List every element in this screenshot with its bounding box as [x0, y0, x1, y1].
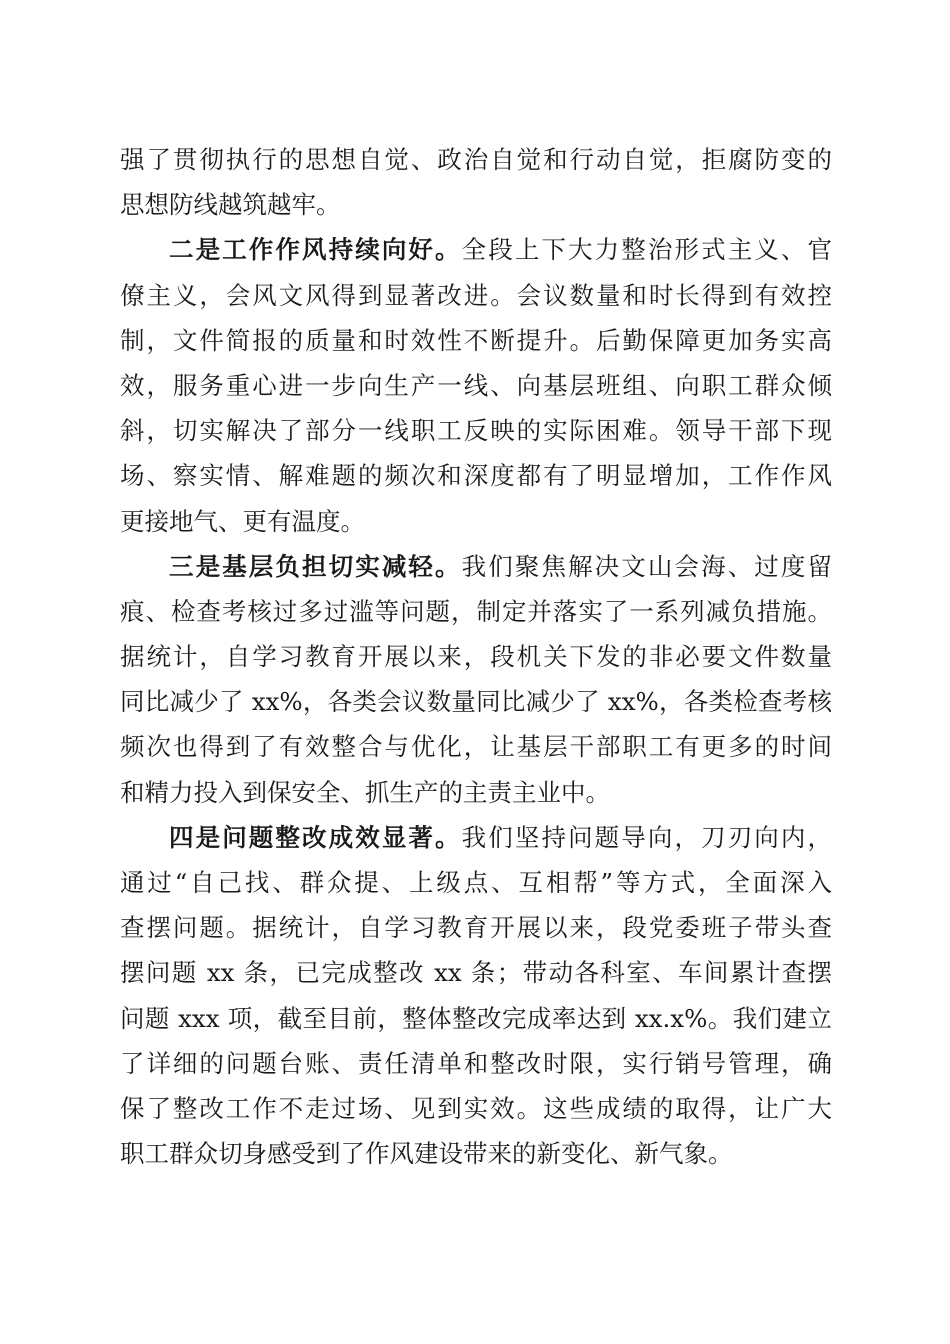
text-line: 保了整改工作不走过场、见到实效。这些成绩的取得，让广大 [120, 1093, 832, 1123]
paragraph-lead-heading: 四是问题整改成效显著。 [169, 822, 462, 852]
text-line: 问题 xxx 项，截至目前，整体整改完成率达到 xx.x%。我们建立 [120, 1003, 832, 1033]
text-line: 思想防线越筑越牢。 [120, 190, 341, 220]
text-line: 同比减少了 xx%，各类会议数量同比减少了 xx%，各类检查考核 [120, 687, 832, 717]
text-line: 效，服务重心进一步向生产一线、向基层班组、向职工群众倾 [120, 370, 832, 400]
text-line [120, 544, 832, 589]
text-line [120, 815, 832, 860]
text-line: 斜，切实解决了部分一线职工反映的实际困难。领导干部下现 [120, 416, 832, 446]
paragraph-rectification [120, 815, 832, 1177]
text-line: 职工群众切身感受到了作风建设带来的新变化、新气象。 [120, 1139, 733, 1169]
text-line: 查摆问题。据统计，自学习教育开展以来，段党委班子带头查 [120, 913, 832, 943]
paragraph-burden-reduction [120, 544, 832, 815]
text-line: 强了贯彻执行的思想自觉、政治自觉和行动自觉，拒腐防变的 [120, 145, 832, 174]
text-line-rest: 全段上下大力整治形式主义、官 [461, 235, 833, 265]
paragraph-work-style [120, 227, 832, 543]
text-line: 痕、检查考核过多过滥等问题，制定并落实了一系列减负措施。 [120, 596, 832, 626]
text-line: 了详细的问题台账、责任清单和整改时限，实行销号管理，确 [120, 1048, 832, 1078]
text-line: 摆问题 xx 条，已完成整改 xx 条；带动各科室、车间累计查摆 [120, 958, 832, 988]
text-line: 据统计，自学习教育开展以来，段机关下发的非必要文件数量 [120, 642, 832, 672]
text-line: 通过“自己找、群众提、上级点、互相帮”等方式，全面深入 [120, 868, 832, 897]
text-line: 频次也得到了有效整合与优化，让基层干部职工有更多的时间 [120, 732, 832, 762]
text-line: 和精力投入到保安全、抓生产的主责主业中。 [120, 777, 610, 807]
text-line: 僚主义，会风文风得到显著改进。会议数量和时长得到有效控 [120, 280, 832, 310]
document-body [120, 137, 832, 1176]
text-line [120, 227, 832, 272]
paragraph-lead-heading: 三是基层负担切实减轻。 [169, 551, 462, 581]
text-line: 制，文件简报的质量和时效性不断提升。后勤保障更加务实高 [120, 325, 832, 355]
text-line-rest: 我们坚持问题导向，刀刃向内， [461, 822, 833, 852]
text-line-rest: 我们聚焦解决文山会海、过度留 [461, 551, 833, 581]
paragraph-lead-heading: 二是工作作风持续向好。 [169, 235, 462, 265]
paragraph-continuation [120, 137, 832, 227]
text-line: 更接地气、更有温度。 [120, 506, 365, 536]
text-line: 场、察实情、解难题的频次和深度都有了明显增加，工作作风 [120, 461, 832, 491]
